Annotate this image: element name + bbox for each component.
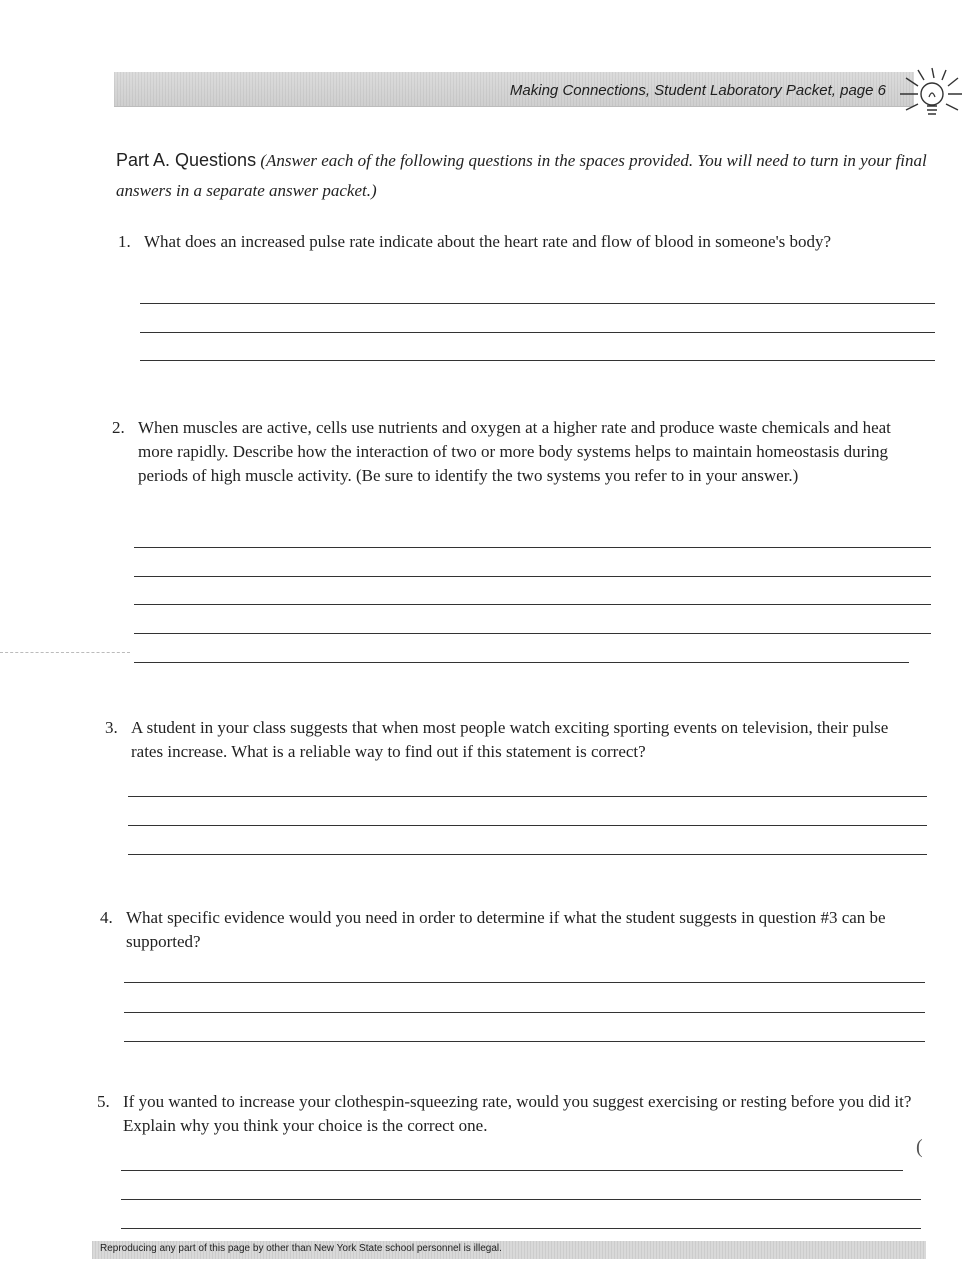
answer-line[interactable] — [134, 604, 931, 605]
scan-artifact: ( — [916, 1136, 923, 1158]
question-2 — [112, 416, 928, 488]
answer-line[interactable] — [128, 825, 927, 826]
page-header-band — [114, 72, 914, 107]
page-title: Making Connections, Student Laboratory Packet, page 6 — [509, 82, 886, 99]
question-1 — [118, 230, 934, 254]
scan-artifact — [0, 652, 130, 653]
part-a-heading — [116, 145, 936, 206]
answer-line[interactable] — [134, 633, 931, 634]
answer-line[interactable] — [140, 360, 935, 361]
answer-line[interactable] — [140, 303, 935, 304]
part-instructions: (Answer each of the following questions in the spaces provided. You will need to turn in your final answers in a separate answer packet.) — [116, 151, 927, 200]
answer-line[interactable] — [134, 576, 931, 577]
question-number: 5. — [97, 1092, 110, 1111]
answer-line[interactable] — [124, 1012, 925, 1013]
question-number: 2. — [112, 418, 125, 437]
answer-line[interactable] — [121, 1228, 921, 1229]
copyright-notice: Reproducing any part of this page by other than New York State school personnel is illegal. — [100, 1243, 502, 1254]
lightbulb-icon — [896, 64, 966, 126]
footer-band — [92, 1241, 926, 1259]
question-text: What specific evidence would you need in order to determine if what the student suggests in question #3 can be supported? — [126, 908, 886, 951]
question-number: 1. — [118, 232, 131, 251]
answer-line[interactable] — [124, 1041, 925, 1042]
question-3 — [105, 716, 921, 764]
answer-line[interactable] — [121, 1199, 921, 1200]
question-4 — [100, 906, 916, 954]
part-label: Part A. Questions — [116, 150, 257, 170]
answer-line[interactable] — [134, 547, 931, 548]
answer-line[interactable] — [124, 982, 925, 983]
answer-line[interactable] — [128, 854, 927, 855]
question-5 — [97, 1090, 913, 1138]
question-text: When muscles are active, cells use nutrients and oxygen at a higher rate and produce waste chemicals and heat more rapidly. Describe how the interaction of two or more body systems helps to maintain homeostasis during periods of high muscle activity. (Be sure to identify the two systems you refer to in your answer.) — [138, 418, 891, 485]
question-number: 3. — [105, 718, 118, 737]
question-text: What does an increased pulse rate indicate about the heart rate and flow of blood in someone's body? — [144, 232, 832, 251]
answer-line[interactable] — [128, 796, 927, 797]
answer-line[interactable] — [134, 662, 909, 663]
question-text: A student in your class suggests that when most people watch exciting sporting events on television, their pulse rates increase. What is a reliable way to find out if this statement is correct? — [131, 718, 889, 761]
question-number: 4. — [100, 908, 113, 927]
answer-line[interactable] — [140, 332, 935, 333]
question-text: If you wanted to increase your clothespin-squeezing rate, would you suggest exercising or resting before you did it? Explain why you think your choice is the correct one. — [123, 1092, 912, 1135]
answer-line[interactable] — [121, 1170, 903, 1171]
